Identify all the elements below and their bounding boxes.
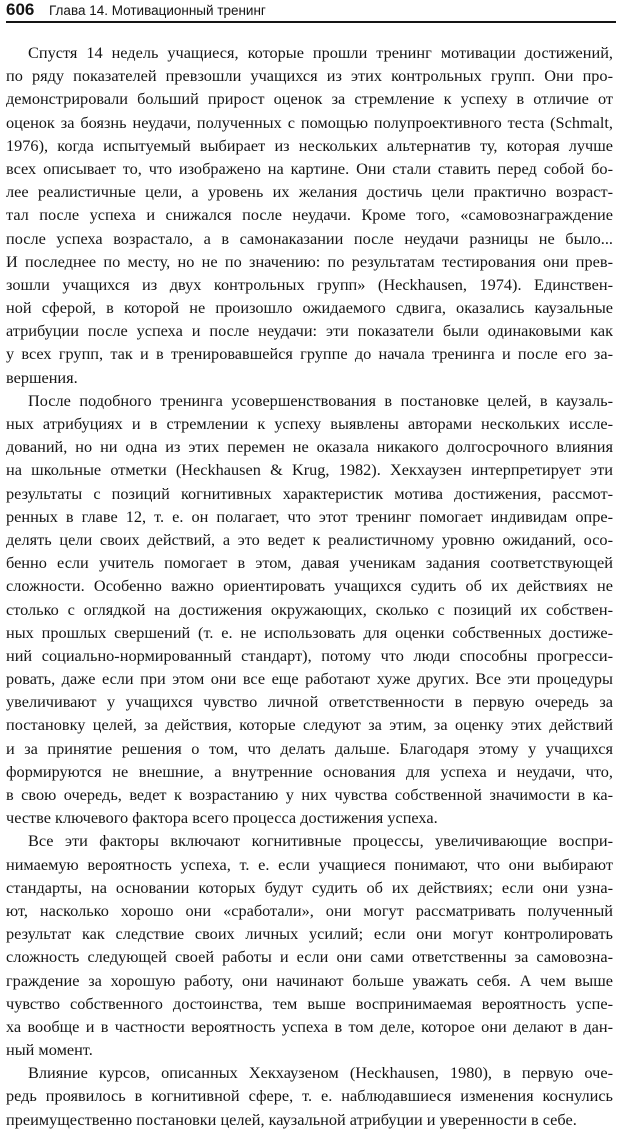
text-line: столько с оглядкой на достижения окружающих, сколько с позиций их собствен- [6,599,613,619]
text-line: тал после успеха и снижался после неудачи. Кроме того, «самовознаграждение [6,205,613,225]
text-line: у всех групп, так и в тренировавшейся группе до начала тренинга и после его за- [6,344,613,364]
text-line: стандарты, на основании которых будут судить об их действиях; если они узна- [6,877,613,897]
text-line: Спустя 14 недель учащиеся, которые прошли тренинг мотивации достижений, [28,43,613,62]
text-line: в свою очередь, ведет к возрастанию у них чувства собственной значимости в ка- [6,785,613,804]
text-line: лее реалистичные цели, а уровень их желания достичь цели практично возраст- [6,182,613,202]
text-line: всех описывает то, что изображено на картине. Они стали ставить перед собой бо- [6,158,613,178]
paragraph [6,389,613,830]
text-line: И последнее по месту, но не по значению: по результатам тестирования они прев- [6,251,613,271]
text-line: вершения. [6,367,78,387]
text-line: редь проявилось в когнитивной сфере, т. е. наблюдавшиеся изменения коснулись [6,1086,613,1106]
text-line: ют, насколько хорошо они «сработали», они могут рассматривать полученный [6,900,613,920]
text-line: формируются не внешние, а внутренние основания для успеха и неудачи, что, [6,761,613,781]
text-line: ных прошлых свершений (т. е. не использовать для оценки собственных достиже- [6,622,613,642]
page-number: 606 [6,0,35,19]
text-line: ных атрибуциях и в стремлении к успеху выявлены авторами нескольких иссле- [6,414,613,433]
text-line: и за принятие решения о том, что делать дальше. Благодаря этому у учащихся [6,738,613,758]
text-line: ха вообще и в частности вероятность успеха в том деле, которое они делают в дан- [6,1016,613,1036]
text-line: бенно если учитель помогает в этом, давая ученикам задания соответствующей [6,553,613,573]
text-line: чувство собственного достоинства, тем выше воспринимаемая вероятность успе- [6,993,613,1013]
text-line: Влияние курсов, описанных Хекхаузеном (Heckhausen, 1980), в первую оче- [28,1063,613,1083]
page-header [6,0,616,22]
text-line: честве ключевого фактора всего процесса достижения успеха. [6,808,438,828]
text-line: постановку целей, за действия, которые следуют за этим, за оценку этих действий [6,715,613,735]
text-line: ной сферой, в которой не произошло ожидаемого сдвига, оказались каузальные [6,298,613,318]
header-rule [6,21,616,23]
text-line: 1976), когда испытуемый выбирает из нескольких альтернатив ту, которая лучше [6,135,613,155]
text-line: После подобного тренинга усовершенствования в постановке целей, в каузаль- [28,390,613,410]
paragraph [6,829,613,1061]
text-line: граждение за хорошую работу, они начинают больше уважать себя. А чем выше [6,970,613,990]
text-line: нимаемую вероятность успеха, т. е. если учащиеся понимают, что они выбирают [6,854,613,874]
chapter-title: Глава 14. Мотивационный тренинг [49,3,266,18]
text-line: ный момент. [6,1040,93,1060]
text-line: результаты с позиций когнитивных характеристик мотива достижения, рассмот- [6,483,613,503]
text-line: дований, но ни одна из этих перемен не оказала никакого долгосрочного влияния [6,437,613,457]
text-line: на школьные отметки (Heckhausen & Krug, 1982). Хекхаузен интерпретирует эти [6,460,613,480]
text-line: зошли учащихся из двух контрольных групп» (Heckhausen, 1974). Единствен- [6,274,613,294]
text-line: результат как следствие своих личных усилий; если они могут контролировать [6,924,613,944]
text-line: ровать, даже если при этом они все еще работают хуже других. Все эти процедуры [6,669,613,689]
text-line: атрибуции после успеха и после неудачи: эти показатели были одинаковыми как [6,321,613,341]
text-line: Все эти факторы включают когнитивные процессы, увеличивающие воспри- [28,831,613,851]
body-text [6,41,613,1131]
text-line: ний социально-нормированный стандарт), потому что люди способны прогресси- [6,645,613,665]
paragraph [6,1061,613,1131]
text-line: оценок за боязнь неудачи, полученных с помощью полупроективного теста (Schmalt, [6,112,613,132]
text-line: делять цели своих действий, а это ведет к реалистичному уровню ожиданий, осо- [6,529,613,549]
paragraph [6,41,613,389]
text-line: сложности. Особенно важно ориентировать учащихся судить об их действиях не [6,576,613,596]
text-line: преимущественно постановки целей, каузальной атрибуции и уверенности в себе. [6,1109,577,1129]
text-line: увеличивают у учащихся чувство личной ответственности в первую очередь за [6,692,613,712]
text-line: по ряду показателей превзошли учащихся из этих контрольных групп. Они про- [6,66,613,86]
text-line: ренных в главе 12, т. е. он полагает, что этот тренинг помогает индивидам опре- [6,506,613,526]
text-line: после успеха возрастало, а в самонаказании после неудачи разницы не было... [6,228,613,248]
text-line: сложность следующей своей работы и если они сами ответственны за самовозна- [6,947,613,967]
text-line: демонстрировали больший прирост оценок за стремление к успеху в отличие от [6,89,613,109]
